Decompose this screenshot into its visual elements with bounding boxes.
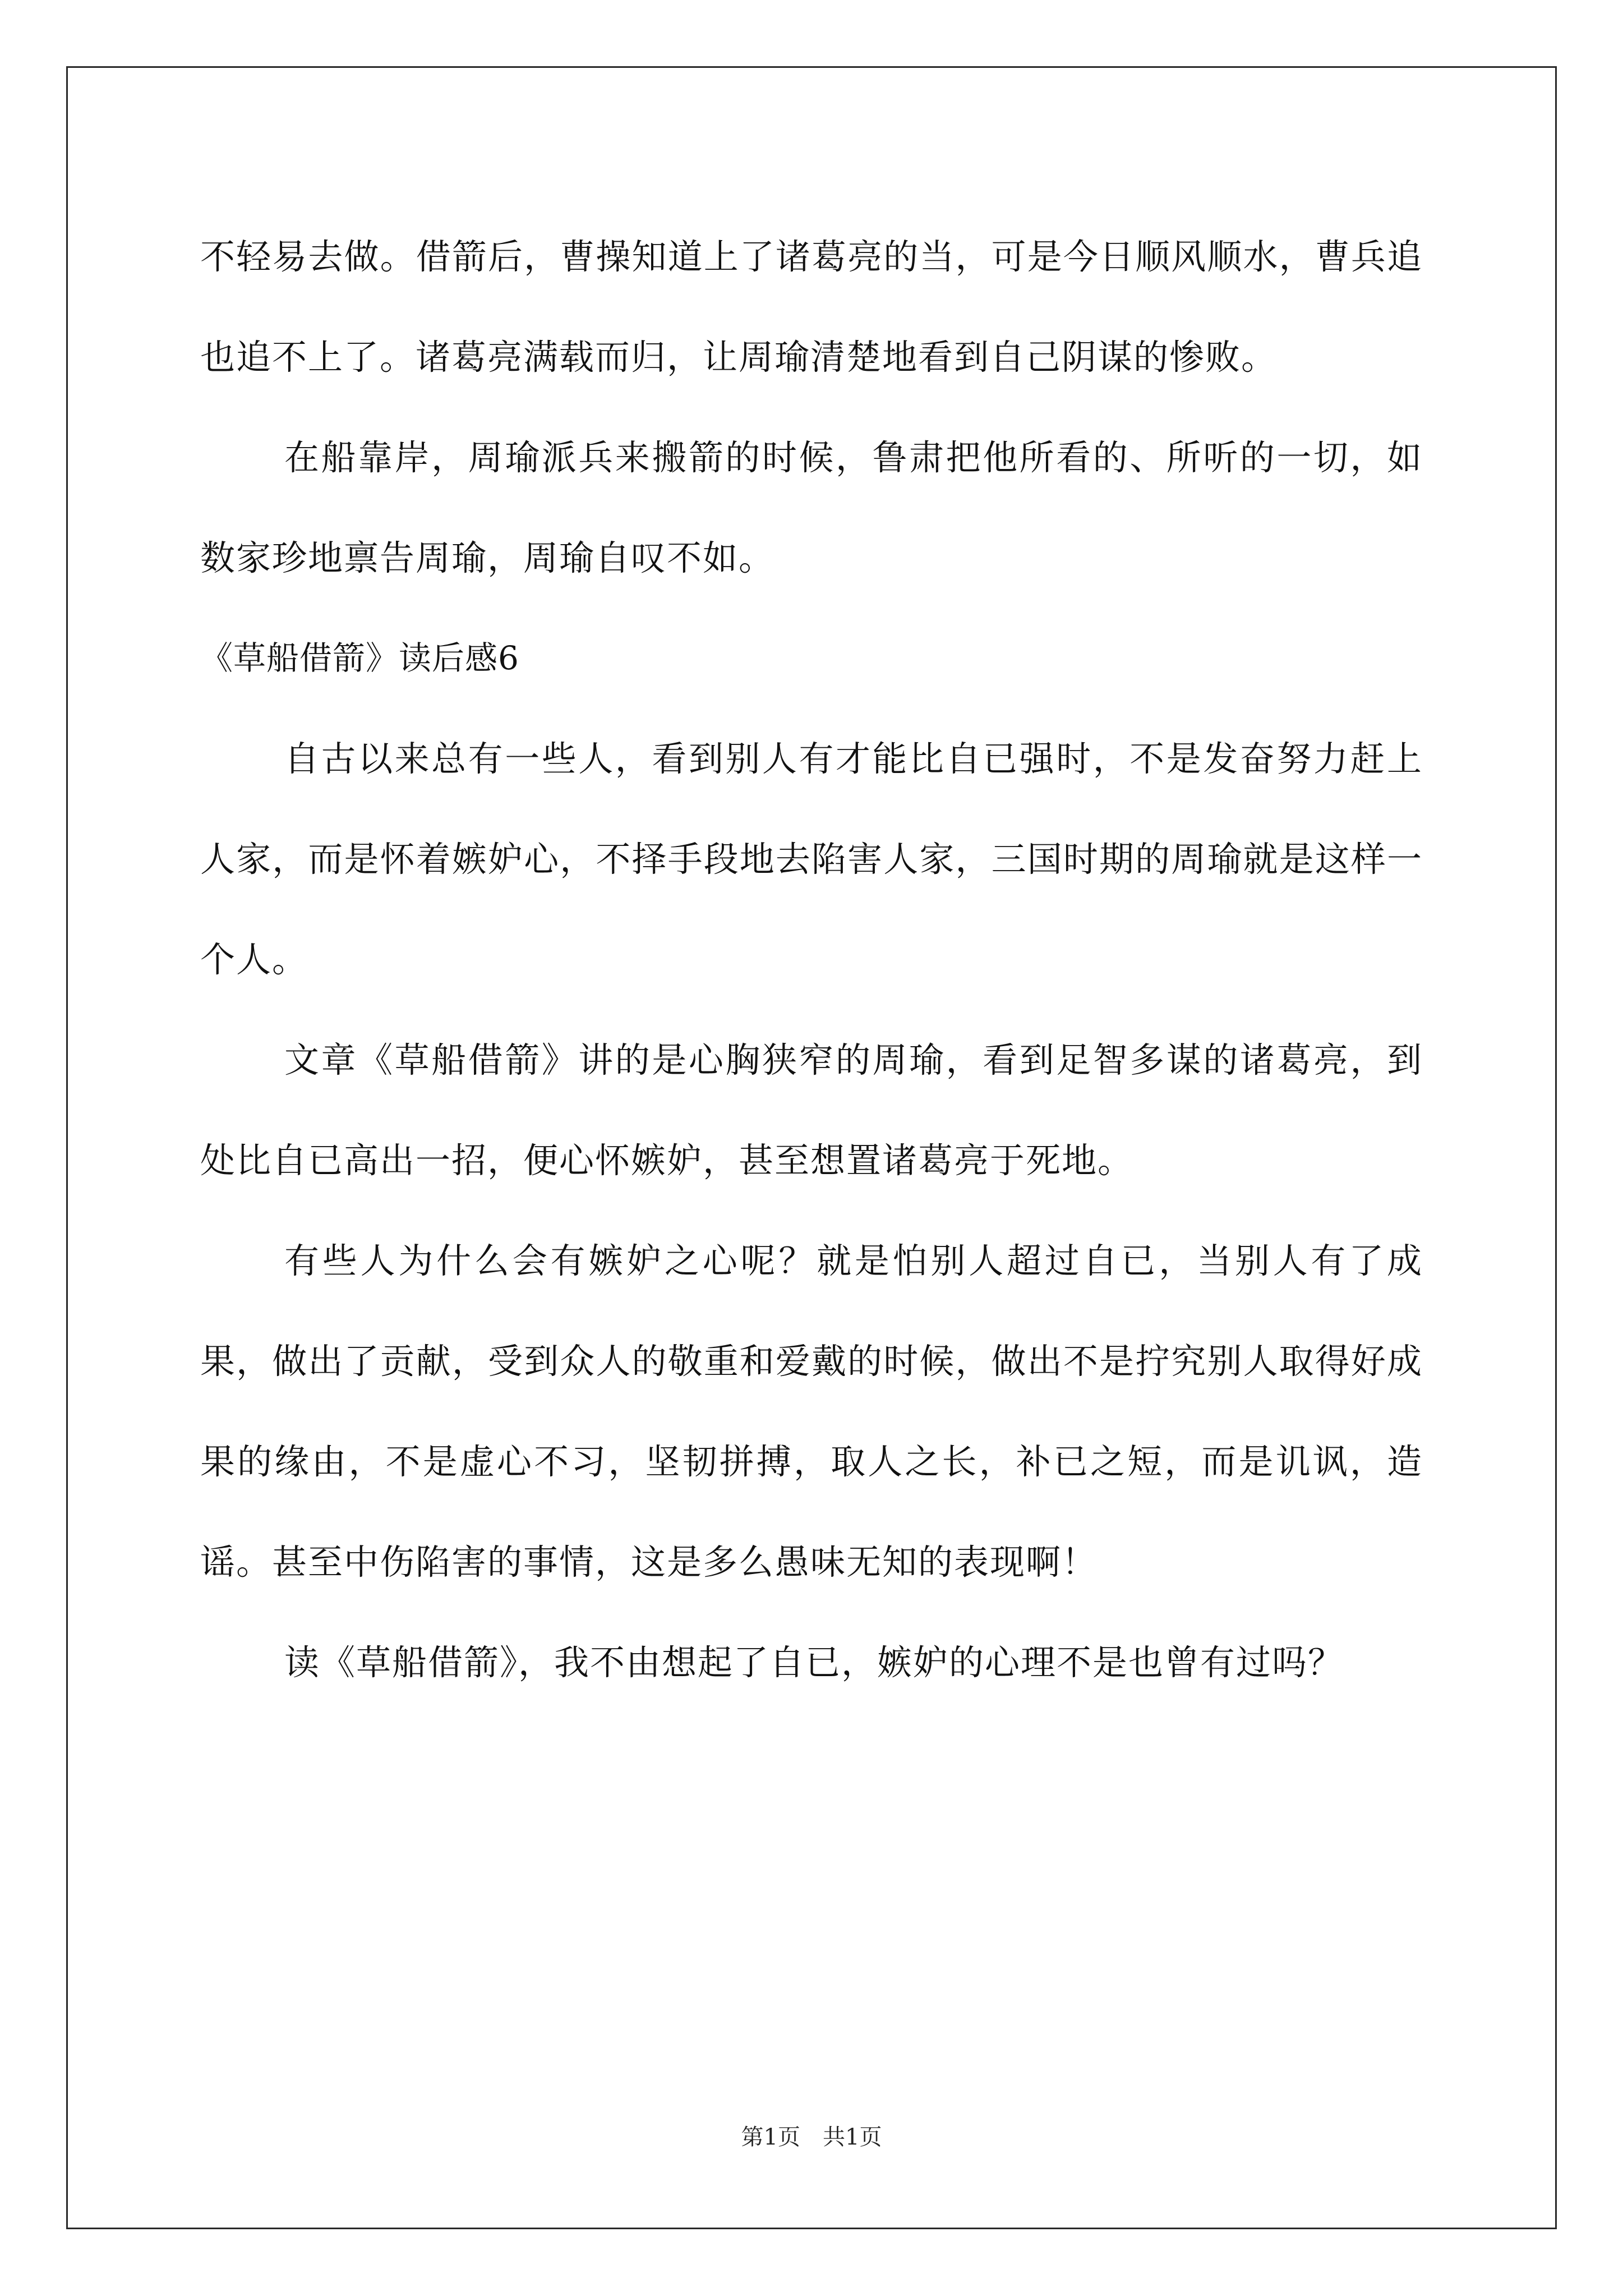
page-number: 第1页	[741, 2124, 800, 2150]
paragraph: 自古以来总有一些人，看到别人有才能比自已强时，不是发奋努力赶上人家，而是怀着嫉妒心，不择手段地去陷害人家，三国时期的周瑜就是这样一个人。	[200, 738, 1423, 980]
paragraph: 在船靠岸，周瑜派兵来搬箭的时候，鲁肃把他所看的、所听的一切，如数家珍地禀告周瑜，周瑜自叹不如。	[200, 437, 1423, 578]
page-total: 共1页	[823, 2124, 882, 2150]
paragraph: 有些人为什么会有嫉妒之心呢？就是怕别人超过自已，当别人有了成果，做出了贡献，受到众人的敬重和爱戴的时候，做出不是拧究别人取得好成果的缘由，不是虚心不习，坚韧拼搏，取人之长，补已之短，而是讥讽，造谣。甚至中伤陷害的事情，这是多么愚味无知的表现啊！	[200, 1240, 1423, 1582]
page-footer	[0, 2120, 1623, 2154]
section-heading: 《草船借箭》读后感6	[200, 639, 519, 677]
paragraph: 读《草船借箭》，我不由想起了自已，嫉妒的心理不是也曾有过吗？	[284, 1642, 1344, 1683]
paragraph: 文章《草船借箭》讲的是心胸狭窄的周瑜，看到足智多谋的诸葛亮，到处比自已高出一招，便心怀嫉妒，甚至想置诸葛亮于死地。	[200, 1039, 1423, 1181]
document-body	[200, 206, 1423, 1713]
paragraph: 不轻易去做。借箭后，曹操知道上了诸葛亮的当，可是今日顺风顺水，曹兵追也追不上了。诸葛亮满载而归，让周瑜清楚地看到自己阴谋的惨败。	[200, 236, 1423, 378]
